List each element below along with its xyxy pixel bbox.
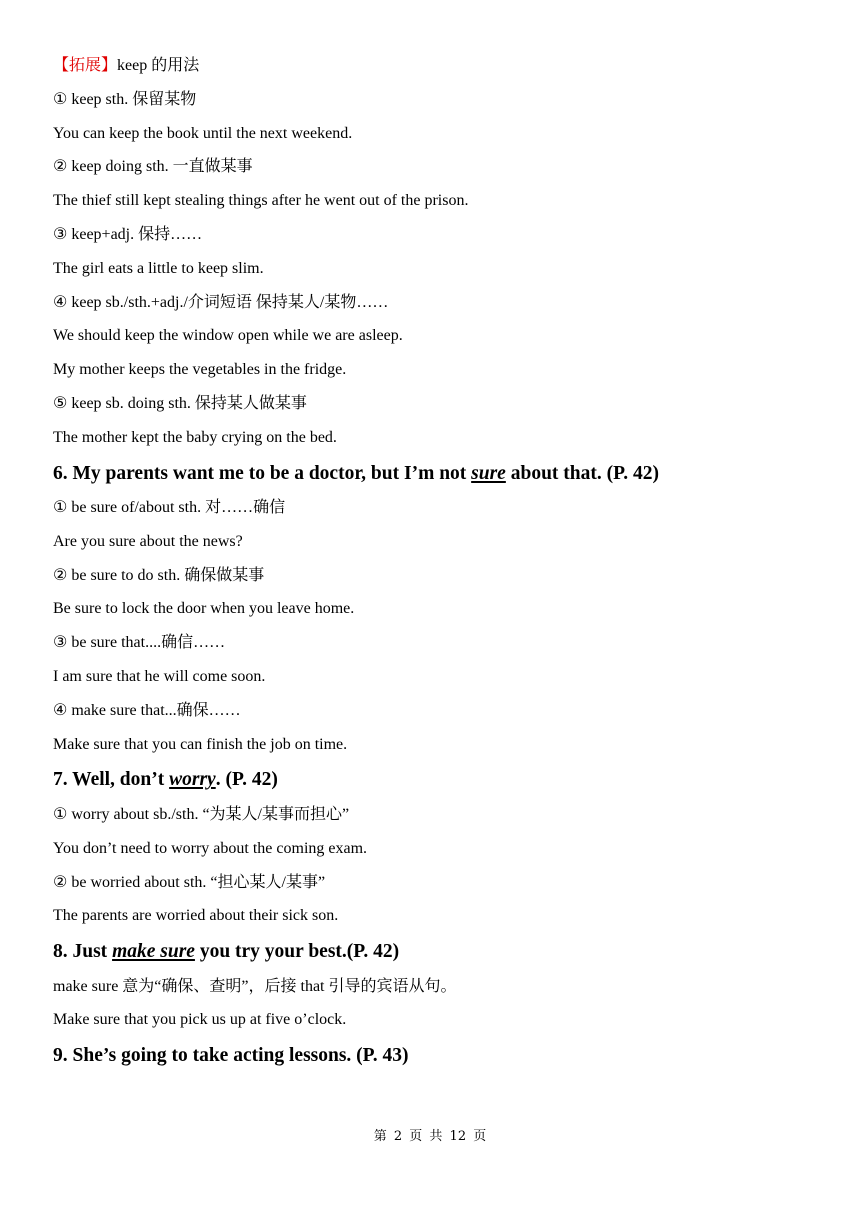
heading-keyword: sure bbox=[471, 462, 506, 484]
expand-lines bbox=[53, 89, 813, 449]
expand-title-text: keep 的用法 bbox=[117, 57, 200, 74]
text-line: make sure 意为“确保、查明”，后接 that 引导的宾语从句。 bbox=[53, 977, 457, 995]
text-line: ② be sure to do sth. 确保做某事 bbox=[53, 566, 265, 584]
text-line: My mother keeps the vegetables in the fridge. bbox=[53, 361, 347, 379]
text-line: ① be sure of/about sth. 对……确信 bbox=[53, 499, 286, 517]
text-line: The thief still kept stealing things after he went out of the prison. bbox=[53, 192, 469, 210]
section-heading bbox=[53, 461, 813, 487]
text-line: You don’t need to worry about the coming exam. bbox=[53, 839, 368, 857]
text-line: The girl eats a little to keep slim. bbox=[53, 259, 264, 277]
text-line: ③ be sure that....确信…… bbox=[53, 634, 226, 652]
heading-text: 7. Well, don’t bbox=[53, 769, 170, 791]
text-line: The parents are worried about their sick son. bbox=[53, 907, 339, 925]
text-line: ② keep doing sth. 一直做某事 bbox=[53, 158, 253, 176]
heading-text-end: . (P. 42) bbox=[215, 769, 278, 791]
text-line: ⑤ keep sb. doing sth. 保持某人做某事 bbox=[53, 394, 307, 412]
section-heading bbox=[53, 939, 813, 965]
text-line: ① worry about sb./sth. “为某人/某事而担心” bbox=[53, 805, 350, 823]
heading-text-end: you try your best.(P. 42) bbox=[194, 941, 400, 963]
text-line: ④ make sure that...确保…… bbox=[53, 701, 241, 719]
heading-text: 9. She’s going to take acting lessons. (P. 43) bbox=[53, 1045, 409, 1067]
text-line: Are you sure about the news? bbox=[53, 532, 243, 550]
page-footer: 第 2 页 共 12 页 bbox=[373, 1129, 487, 1144]
text-line: ② be worried about sth. “担心某人/某事” bbox=[53, 873, 326, 891]
document-page bbox=[53, 55, 813, 1080]
text-line: You can keep the book until the next weekend. bbox=[53, 124, 353, 142]
expand-bracket-label: 【拓展】 bbox=[53, 57, 118, 74]
text-line: Make sure that you can finish the job on time. bbox=[53, 735, 348, 753]
section-heading bbox=[53, 1043, 813, 1069]
text-line: Be sure to lock the door when you leave home. bbox=[53, 600, 355, 618]
heading-keyword: make sure bbox=[112, 941, 195, 963]
expand-title bbox=[53, 55, 813, 77]
heading-text: 8. Just bbox=[53, 941, 113, 963]
section-heading bbox=[53, 767, 813, 793]
text-line: ④ keep sb./sth.+adj./介词短语 保持某人/某物…… bbox=[53, 293, 389, 311]
text-line: We should keep the window open while we are asleep. bbox=[53, 327, 403, 345]
text-line: I am sure that he will come soon. bbox=[53, 668, 266, 686]
text-line: Make sure that you pick us up at five o’clock. bbox=[53, 1011, 347, 1029]
heading-text-end: about that. (P. 42) bbox=[505, 462, 659, 484]
heading-text: 6. My parents want me to be a doctor, but I’m not bbox=[53, 462, 472, 484]
text-line: ③ keep+adj. 保持…… bbox=[53, 225, 203, 243]
heading-keyword: worry bbox=[169, 769, 216, 791]
text-line: ① keep sth. 保留某物 bbox=[53, 90, 197, 108]
sections bbox=[53, 461, 813, 1070]
text-line: The mother kept the baby crying on the bed. bbox=[53, 428, 337, 446]
